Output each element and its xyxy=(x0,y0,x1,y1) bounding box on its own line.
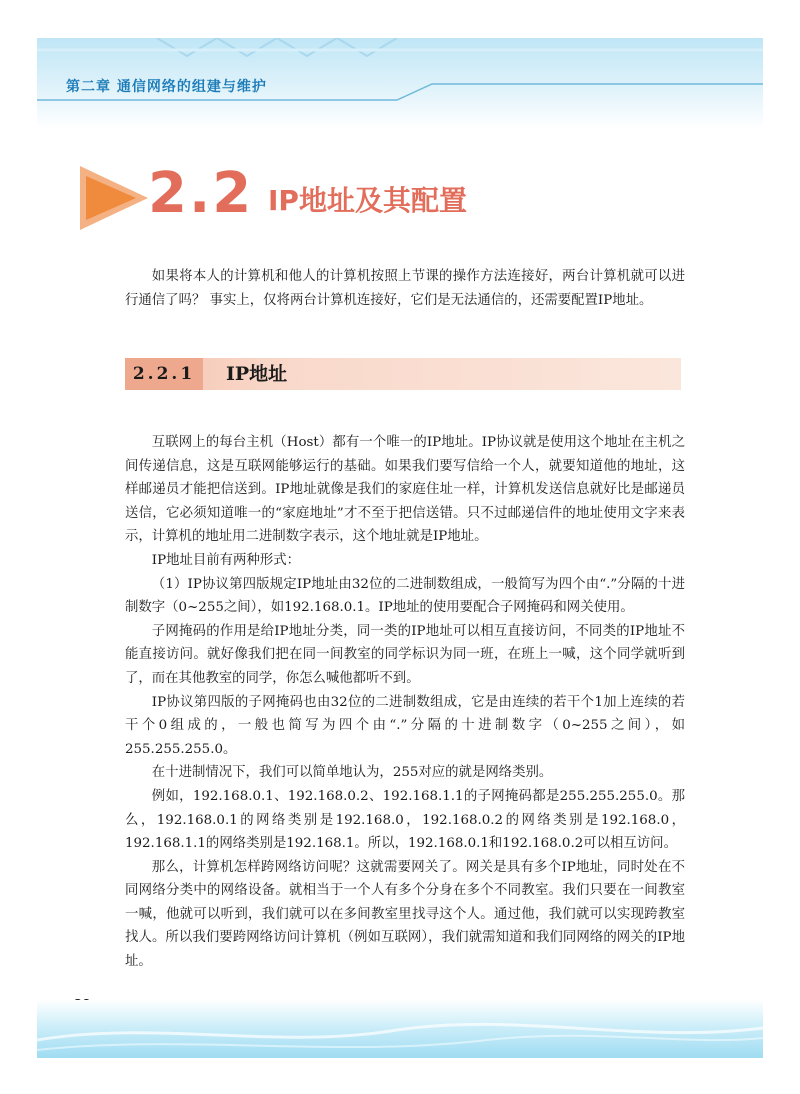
paragraph: IP地址目前有两种形式： xyxy=(151,552,301,568)
section-title: IP地址及其配置 xyxy=(268,184,467,217)
paragraph: 例如，192.168.0.1、192.168.0.2、192.168.1.1的子网掩码都是255.255.255.0。那么，192.168.0.1的网络类别是192.168.0，192.168.0.2的网络类别是192.168.0，192.168.1.1的网络类别是192.168.1。所以，192.168.0.1和192.168.0.2可以相互访问。 xyxy=(125,788,685,852)
footer-decoration xyxy=(37,1000,763,1058)
subsection-bar xyxy=(125,358,681,390)
paragraph: （1）IP协议第四版规定IP地址由32位的二进制数组成，一般简写为四个由“.”分隔的十进制数字（0~255之间），如192.168.0.1。IP地址的使用要配合子网掩码和网关使用。 xyxy=(125,576,685,616)
section-arrow-icon xyxy=(76,158,156,238)
paragraph: 在十进制情况下，我们可以简单地认为，255对应的就是网络类别。 xyxy=(151,765,553,781)
paragraph: IP协议第四版的子网掩码也由32位的二进制数组成，它是由连续的若干个1加上连续的若干个0组成的，一般也简写为四个由“.”分隔的十进制数字（0~255之间），如255.255.255.0。 xyxy=(125,694,685,757)
paragraph: 互联网上的每台主机（Host）都有一个唯一的IP地址。IP协议就是使用这个地址在主机之间传递信息，这是互联网能够运行的基础。如果我们要写信给一个人，就要知道他的地址，这样邮递员才能把信送到。IP地址就像是我们的家庭住址一样，计算机发送信息就好比是邮递员送信，它必须知道唯一的“家庭地址”才不至于把信送错。只不过邮递信件的地址使用文字来表示，计算机的地址用二进制数字表示，这个地址就是IP地址。 xyxy=(125,435,685,545)
chapter-title: 第二章 通信网络的组建与维护 xyxy=(66,79,267,95)
paragraph: 子网掩码的作用是给IP地址分类，同一类的IP地址可以相互直接访问，不同类的IP地址不能直接访问。就好像我们把在同一间教室的同学标识为同一班，在班上一喊，这个同学就听到了，而在其他教室的同学，你怎么喊他都听不到。 xyxy=(125,623,685,686)
section-number: 2.2 xyxy=(148,161,254,226)
subsection-number: 2.2.1 xyxy=(125,358,203,390)
paragraph: 那么，计算机怎样跨网络访问呢？这就需要网关了。网关是具有多个IP地址，同时处在不同网络分类中的网络设备。就相当于一个人有多个分身在多个不同教室。我们只要在一间教室一喊，他就可以听到，我们就可以在多间教室里找寻这个人。通过他，我们就可以实现跨教室找人。所以我们要跨网络访问计算机（例如互联网），我们就需知道和我们同网络的网关的IP地址。 xyxy=(125,859,685,970)
footer-banner xyxy=(37,1000,763,1058)
subsection-title: IP地址 xyxy=(226,363,288,385)
intro-text xyxy=(125,265,685,312)
intro-paragraph: 如果将本人的计算机和他人的计算机按照上节课的操作方法连接好，两台计算机就可以进行通信了吗？ 事实上，仅将两台计算机连接好，它们是无法通信的，还需要配置IP地址。 xyxy=(125,269,685,308)
main-text xyxy=(125,431,685,974)
